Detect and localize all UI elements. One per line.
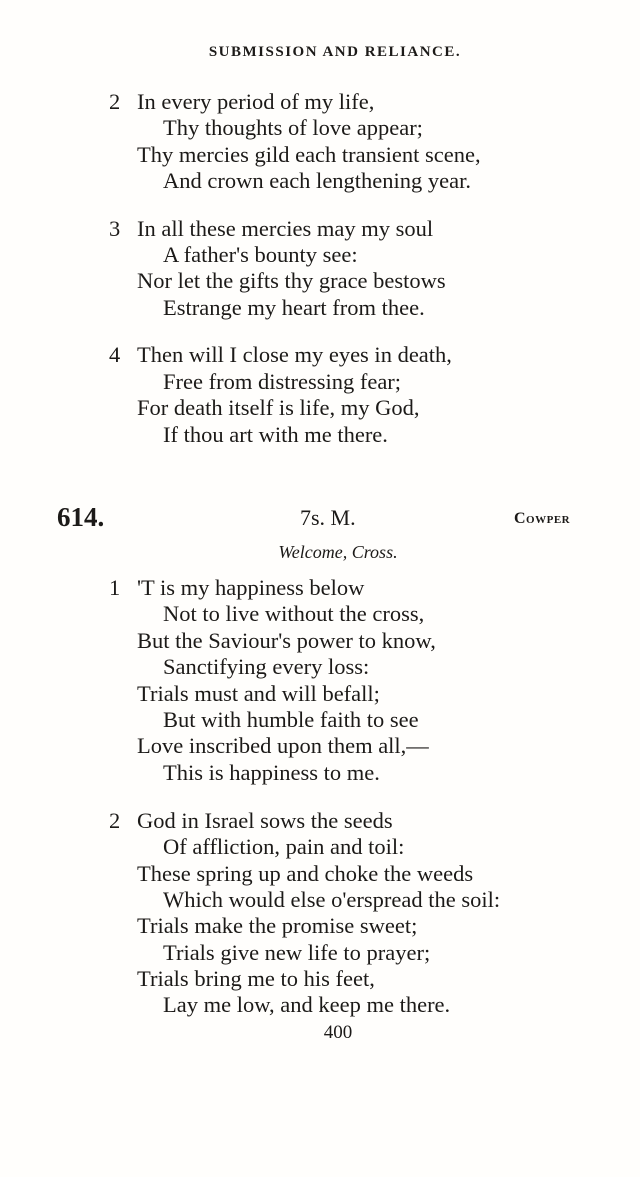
verse-line: Thy thoughts of love appear;: [163, 115, 423, 140]
verse-line: In every period of my life,: [137, 89, 375, 114]
verse-line: Of affliction, pain and toil:: [163, 834, 405, 859]
hymn-number: 614.: [57, 502, 105, 532]
stanza-number: 1: [109, 575, 121, 600]
verse-line: Trials must and will befall;: [137, 681, 380, 706]
verse-line: Which would else o'erspread the soil:: [163, 887, 501, 912]
verse-line: But the Saviour's power to know,: [137, 628, 436, 653]
verse-line: If thou art with me there.: [163, 422, 388, 447]
hymn-title: Welcome, Cross.: [278, 542, 398, 562]
verse-line: In all these mercies may my soul: [137, 216, 434, 241]
verse-line: Not to live without the cross,: [163, 601, 425, 626]
page-number: 400: [323, 1022, 353, 1043]
running-head: SUBMISSION AND RELIANCE.: [208, 44, 462, 60]
verse-line: Then will I close my eyes in death,: [137, 342, 452, 367]
stanza-number: 2: [109, 89, 121, 114]
stanza-number: 4: [109, 342, 121, 367]
verse-line: A father's bounty see:: [163, 242, 358, 267]
verse-line: This is happiness to me.: [163, 760, 380, 785]
verse-line: 'T is my happiness below: [137, 575, 365, 600]
verse-line: But with humble faith to see: [163, 707, 419, 732]
verse-line: God in Israel sows the seeds: [137, 808, 393, 833]
hymn-meter: 7s. M.: [300, 505, 356, 530]
verse-line: For death itself is life, my God,: [137, 395, 420, 420]
verse-line: Free from distressing fear;: [163, 369, 402, 394]
verse-line: Love inscribed upon them all,—: [137, 733, 429, 758]
stanza-number: 3: [109, 216, 121, 241]
verse-line: Lay me low, and keep me there.: [163, 992, 451, 1017]
verse-line: Trials give new life to prayer;: [163, 940, 431, 965]
verse-line: Thy mercies gild each transient scene,: [137, 142, 481, 167]
verse-line: Sanctifying every loss:: [163, 654, 370, 679]
verse-line: Trials bring me to his feet,: [137, 966, 375, 991]
verse-line: Estrange my heart from thee.: [163, 295, 425, 320]
hymn-author: Cowper: [514, 510, 571, 527]
stanza-number: 2: [109, 808, 121, 833]
verse-line: And crown each lengthening year.: [163, 168, 472, 193]
verse-line: These spring up and choke the weeds: [137, 861, 474, 886]
verse-line: Nor let the gifts thy grace bestows: [137, 268, 446, 293]
verse-line: Trials make the promise sweet;: [137, 913, 418, 938]
